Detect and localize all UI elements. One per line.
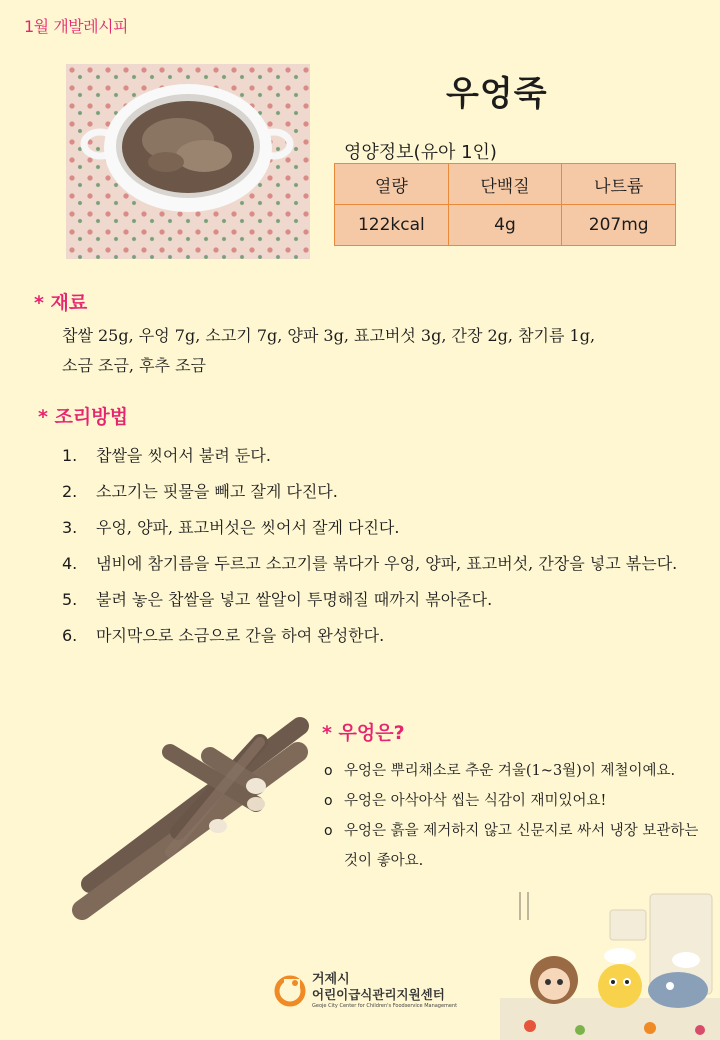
month-label: 1월 개발레시피	[24, 17, 129, 36]
method-step	[62, 618, 692, 654]
org-name-english: Geoje City Center for Children's Foodservice Management	[312, 1003, 458, 1009]
burdock-facts	[324, 756, 704, 876]
step-text: 우엉, 양파, 표고버섯은 씻어서 잘게 다진다.	[96, 518, 400, 537]
smile-logo-icon	[274, 975, 306, 1007]
porridge-photo	[66, 64, 310, 259]
step-number: 2.	[62, 482, 78, 501]
org-name-line1: 거제시	[312, 972, 350, 987]
dish-title: 우엉죽	[446, 74, 548, 114]
ingredients-list	[62, 321, 682, 381]
method-step	[62, 546, 692, 582]
step-text: 냄비에 참기름을 두르고 소고기를 볶다가 우엉, 양파, 표고버섯, 간장을 넣고 볶는다.	[96, 554, 678, 573]
nutrition-value-row	[335, 205, 676, 246]
method-title: * 조리방법	[38, 406, 128, 428]
step-number: 3.	[62, 518, 78, 537]
method-step	[62, 582, 692, 618]
bullet-circle-icon: o	[324, 793, 333, 809]
burdock-fact	[324, 756, 704, 786]
burdock-info-title: * 우엉은?	[322, 722, 405, 744]
step-number: 4.	[62, 554, 78, 573]
ingredients-title: * 재료	[34, 292, 88, 314]
ingredients-line: 찹쌀 25g, 우엉 7g, 소고기 7g, 양파 3g, 표고버섯 3g, 간장 2g, 참기름 1g,	[62, 326, 596, 345]
nutrition-heading: 영양정보(유아 1인)	[344, 142, 497, 163]
nutrition-value-protein: 4g	[448, 205, 562, 246]
bullet-circle-icon: o	[324, 763, 333, 779]
step-number: 5.	[62, 590, 78, 609]
step-number: 6.	[62, 626, 78, 645]
kitchen-chef-illustration	[500, 880, 720, 1040]
step-text: 소고기는 핏물을 빼고 잘게 다진다.	[96, 482, 338, 501]
nutrition-col-sodium: 나트륨	[562, 164, 676, 205]
ingredients-line: 소금 조금, 후추 조금	[62, 356, 206, 375]
nutrition-value-sodium: 207mg	[562, 205, 676, 246]
center-logo	[274, 972, 457, 1010]
nutrition-col-protein: 단백질	[448, 164, 562, 205]
method-step	[62, 510, 692, 546]
burdock-fact	[324, 816, 704, 876]
step-text: 마지막으로 소금으로 간을 하여 완성한다.	[96, 626, 385, 645]
nutrition-table	[334, 163, 676, 246]
fact-text: 우엉은 뿌리채소로 추운 겨울(1~3월)이 제철이예요.	[344, 763, 676, 779]
step-text: 찹쌀을 씻어서 불려 둔다.	[96, 446, 271, 465]
bullet-circle-icon: o	[324, 823, 333, 839]
fact-text: 우엉은 흙을 제거하지 않고 신문지로 싸서 냉장 보관하는 것이 좋아요.	[344, 823, 699, 869]
nutrition-value-calories: 122kcal	[335, 205, 449, 246]
burdock-root-image	[60, 712, 310, 922]
method-step	[62, 474, 692, 510]
nutrition-header-row	[335, 164, 676, 205]
step-text: 불려 놓은 찹쌀을 넣고 쌀알이 투명해질 때까지 볶아준다.	[96, 590, 493, 609]
fact-text: 우엉은 아삭아삭 씹는 식감이 재미있어요!	[344, 793, 607, 809]
nutrition-col-calories: 열량	[335, 164, 449, 205]
step-number: 1.	[62, 446, 78, 465]
org-name-line2: 어린이급식관리지원센터	[312, 987, 445, 1002]
method-steps	[62, 438, 692, 654]
burdock-fact	[324, 786, 704, 816]
method-step	[62, 438, 692, 474]
